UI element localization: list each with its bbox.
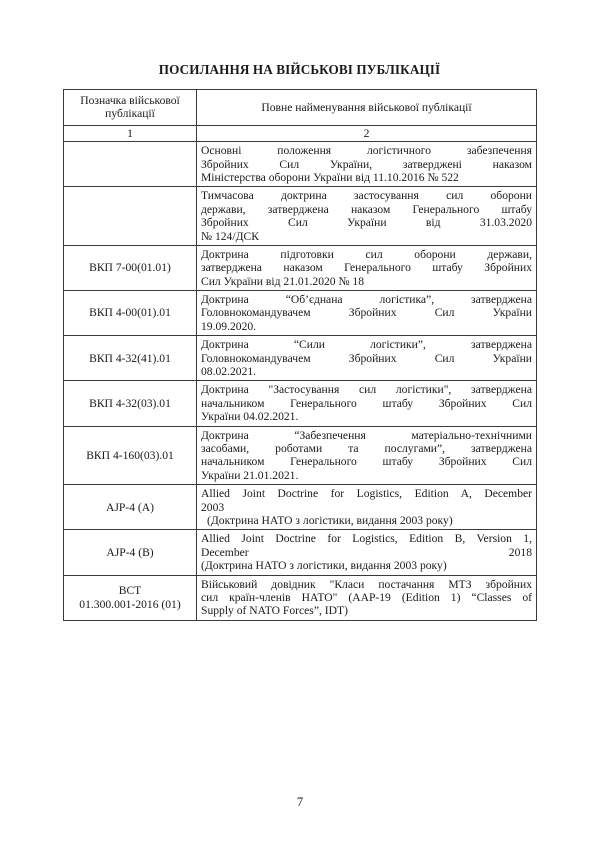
- publication-name-cell: [197, 381, 537, 426]
- publication-name-cell: [197, 426, 537, 485]
- publication-name-line: 08.02.2021.: [201, 365, 257, 379]
- publication-code-cell: AJP-4 (B): [64, 530, 197, 575]
- column-number-row: [64, 125, 537, 141]
- table-row: [64, 381, 537, 426]
- publication-name-line: сил країн-членів НАТО" (AAP-19 (Edition 1) “Classes of: [201, 590, 532, 604]
- page-number: 7: [296, 795, 304, 809]
- table-row: [64, 575, 537, 620]
- publication-name-line: начальником Генерального штабу Збройних Сил: [201, 396, 532, 410]
- publication-name-line: Головнокомандувачем Збройних Сил України: [201, 306, 532, 320]
- column-number-1: 1: [64, 125, 197, 141]
- publication-name-line: Збройних Сил України від 31.03.2020: [201, 216, 532, 230]
- table-row: [64, 291, 537, 336]
- publication-code-cell: ВКП 7-00(01.01): [64, 245, 197, 290]
- publication-name-line: № 124/ДСК: [201, 229, 259, 243]
- publication-name-line: 2003: [201, 500, 225, 514]
- publication-name-line: затверджена наказом Генерального штабу Збройних: [201, 261, 532, 275]
- publication-name-cell: [197, 142, 537, 187]
- publication-name-line: Доктрина “Сили логістики”, затверджена: [201, 338, 532, 352]
- publication-name-line: Доктрина “Забезпечення матеріально-технічними: [201, 428, 532, 442]
- column-header-code: Позначка військової публікації: [64, 90, 197, 126]
- publication-name-line: Доктрина підготовки сил оборони держави,: [201, 247, 532, 261]
- table-row: [64, 187, 537, 246]
- publication-name-line: держави, затверджена наказом Генерального штабу: [201, 202, 532, 216]
- table-row: [64, 426, 537, 485]
- publication-name-line: (Доктрина НАТО з логістики, видання 2003 року): [207, 513, 453, 527]
- publication-name-line: Доктрина “Об’єднана логістика”, затверджена: [201, 293, 532, 307]
- table-row: [64, 530, 537, 575]
- publication-name-line: December 2018: [201, 545, 532, 559]
- column-number-2: 2: [197, 125, 537, 141]
- publication-name-cell: [197, 291, 537, 336]
- publication-code-cell: ВКП 4-160(03).01: [64, 426, 197, 485]
- table-row: [64, 336, 537, 381]
- military-publications-table: [63, 89, 537, 621]
- publication-code-cell: ВКП 4-32(03).01: [64, 381, 197, 426]
- table-row: [64, 142, 537, 187]
- publication-name-line: Військовий довідник "Класи постачання МТЗ збройних: [201, 577, 532, 591]
- column-header-name: Повне найменування військової публікації: [197, 90, 537, 126]
- publication-code-cell: ВКП 4-00(01).01: [64, 291, 197, 336]
- publication-code-cell: [64, 142, 197, 187]
- publication-code-cell: [64, 187, 197, 246]
- publication-name-line: України 21.01.2021.: [201, 468, 299, 482]
- publication-name-line: засобами, роботами та послугами”, затверджена: [201, 441, 532, 455]
- publication-name-line: Allied Joint Doctrine for Logistics, Edition B, Version 1,: [201, 532, 532, 546]
- page-title: ПОСИЛАННЯ НА ВІЙСЬКОВІ ПУБЛІКАЦІЇ: [158, 62, 441, 77]
- publication-code-cell: AJP-4 (A): [64, 485, 197, 530]
- table-row: [64, 485, 537, 530]
- publication-name-cell: [197, 187, 537, 246]
- table-body: [64, 90, 537, 621]
- table-header-row: [64, 90, 537, 126]
- publication-name-cell: [197, 530, 537, 575]
- publication-code-cell: ВСТ 01.300.001-2016 (01): [64, 575, 197, 620]
- publication-name-line: Supply of NATO Forces”, IDT): [201, 604, 348, 618]
- publication-name-line: Головнокомандувачем Збройних Сил України: [201, 351, 532, 365]
- publication-name-line: Тимчасова доктрина застосування сил оборони: [201, 189, 532, 203]
- publication-name-cell: [197, 336, 537, 381]
- publication-name-line: 19.09.2020.: [201, 319, 257, 333]
- publication-code-cell: ВКП 4-32(41).01: [64, 336, 197, 381]
- publication-name-cell: [197, 485, 537, 530]
- publication-name-line: Доктрина "Застосування сил логістики", затверджена: [201, 383, 532, 397]
- publication-name-line: Міністерства оборони України від 11.10.2016 № 522: [201, 170, 459, 184]
- publication-name-line: України 04.02.2021.: [201, 410, 299, 424]
- publication-name-line: (Доктрина НАТО з логістики, видання 2003 року): [201, 559, 447, 573]
- publication-name-line: Allied Joint Doctrine for Logistics, Edition A, December: [201, 487, 532, 501]
- publication-name-line: начальником Генерального штабу Збройних Сил: [201, 455, 532, 469]
- publication-name-line: Сил України від 21.01.2020 № 18: [201, 274, 365, 288]
- publication-name-line: Основні положення логістичного забезпечення: [201, 144, 532, 158]
- publication-name-cell: [197, 245, 537, 290]
- table-row: [64, 245, 537, 290]
- publication-name-line: Збройних Сил України, затверджені наказом: [201, 157, 532, 171]
- publication-name-cell: [197, 575, 537, 620]
